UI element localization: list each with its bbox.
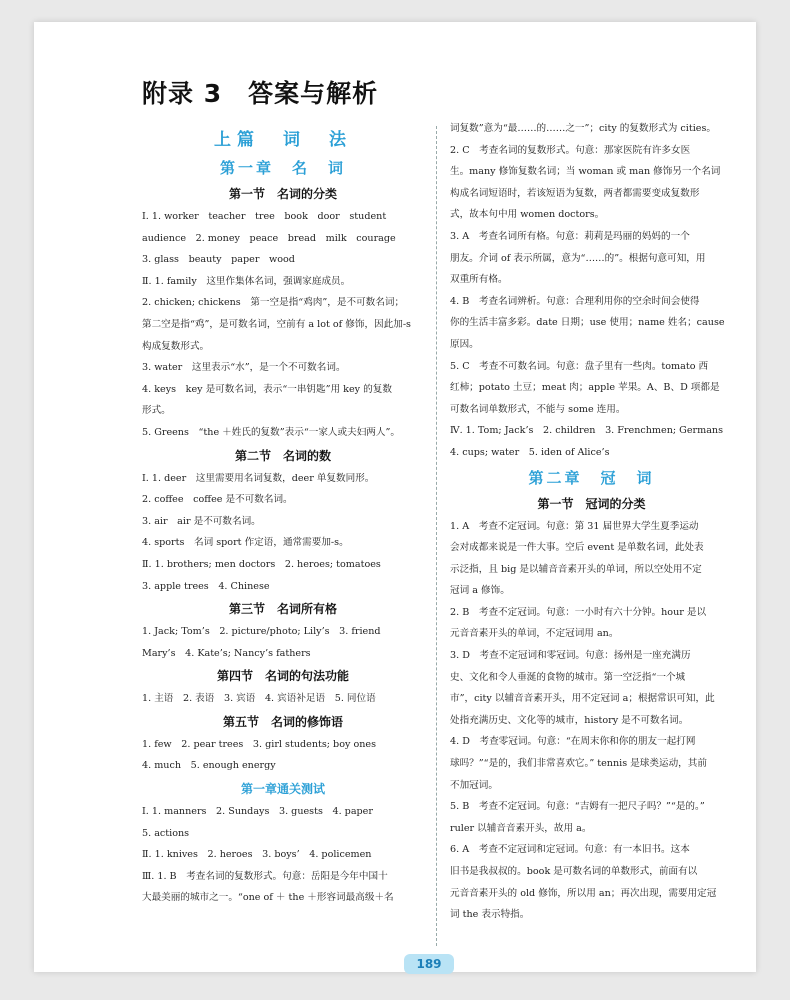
section2-title: 第二节 名词的数 bbox=[234, 448, 331, 463]
column-divider bbox=[436, 126, 437, 946]
chapter2-section1-answers bbox=[450, 516, 733, 926]
chapter2-title: 第二章 冠 词 bbox=[528, 468, 655, 487]
section5-answers bbox=[142, 734, 424, 777]
answer-line: 词复数”意为“最……的……之一”；city 的复数形式为 cities。 bbox=[450, 123, 716, 134]
section3-answers bbox=[142, 621, 424, 664]
section3-title: 第三节 名词所有格 bbox=[228, 602, 337, 617]
part-title: 上篇 词 法 bbox=[214, 130, 352, 150]
section2-answers bbox=[142, 468, 424, 598]
answer-line: 处指充满历史、文化等的城市，history 是不可数名词。 bbox=[450, 714, 689, 726]
answer-line: Ⅱ. 1. brothers; men doctors 2. heroes; tomatoes bbox=[142, 558, 381, 570]
answer-line: 5. B 考查不定冠词。句意：“吉姆有一把尺子吗？”“是的。” bbox=[450, 801, 705, 813]
continued-answers bbox=[450, 118, 733, 464]
chapter1-test-title: 第一章通关测试 bbox=[240, 782, 325, 797]
answer-line: 形式。 bbox=[142, 405, 171, 417]
answer-line: 市”，city 以辅音音素开头，用不定冠词 a；根据常识可知，此 bbox=[450, 693, 715, 705]
answer-line: 3. D 考查不定冠词和零冠词。句意：扬州是一座充满历 bbox=[450, 650, 691, 662]
answer-line: 朋友。介词 of 表示所属，意为“……的”。根据句意可知，用 bbox=[450, 252, 706, 264]
answer-line: 5. Greens “the ＋姓氏的复数”表示“一家人或夫妇两人”。 bbox=[142, 426, 400, 438]
answer-line: 会对成都来说是一件大事。空后 event 是单数名词，此处表 bbox=[450, 542, 704, 554]
answer-line: 2. coffee coffee 是不可数名词。 bbox=[142, 494, 293, 506]
section1-title: 第一节 名词的分类 bbox=[228, 187, 337, 201]
answer-line: 生。many 修饰复数名词；当 woman 或 man 修饰另一个名词 bbox=[450, 166, 721, 178]
chapter1-test-answers bbox=[142, 801, 424, 909]
answer-line: Ⅰ. 1. manners 2. Sundays 3. guests 4. paper bbox=[142, 806, 373, 818]
answer-line: ruler 以辅音音素开头，故用 a。 bbox=[450, 822, 592, 834]
section4-answers bbox=[142, 688, 424, 710]
answer-line: 大最美丽的城市之一。“one of ＋ the ＋形容词最高级＋名 bbox=[142, 892, 394, 904]
answer-line: 2. chicken; chickens 第一空是指“鸡肉”，是不可数名词； bbox=[142, 297, 405, 309]
answer-line: 不加冠词。 bbox=[450, 779, 498, 791]
answer-line: 球吗？”“是的，我们非常喜欢它。” tennis 是球类运动，其前 bbox=[450, 758, 707, 770]
answer-line: 冠词 a 修饰。 bbox=[450, 585, 510, 597]
answer-line: 2. C 考查名词的复数形式。句意：那家医院有许多女医 bbox=[450, 144, 691, 156]
answer-line: Ⅰ. 1. worker teacher tree book door student bbox=[142, 211, 387, 222]
answer-line: 你的生活丰富多彩。date 日期；use 使用；name 姓名；cause bbox=[450, 317, 725, 329]
answer-line: 第二空是指“鸡”，是可数名词，空前有 a lot of 修饰，因此加-s bbox=[142, 318, 411, 330]
section5-title: 第五节 名词的修饰语 bbox=[222, 714, 343, 729]
chapter1-title: 第一章 名 词 bbox=[219, 159, 346, 177]
answer-line: Ⅲ. 1. B 考查名词的复数形式。句意：岳阳是今年中国十 bbox=[142, 870, 388, 882]
answer-line: 元音音素开头的 old 修饰，所以用 an；再次出现，需要用定冠 bbox=[450, 887, 717, 899]
page-title: 附录 3 答案与解析 bbox=[142, 79, 379, 108]
answer-line: Ⅱ. 1. family 这里作集体名词，强调家庭成员。 bbox=[142, 275, 351, 287]
answer-line: 5. actions bbox=[142, 827, 190, 839]
answer-line: 3. A 考查名词所有格。句意：莉莉是玛丽的妈妈的一个 bbox=[450, 230, 690, 242]
answer-line: 4. B 考查名词辨析。句意：合理利用你的空余时间会使得 bbox=[450, 295, 700, 307]
answer-line: 史、文化和令人垂涎的食物的城市。第一空泛指“一个城 bbox=[450, 671, 686, 683]
answer-line: 4. cups; water 5. iden of Alice’s bbox=[450, 446, 610, 458]
answer-line: 1. Jack; Tom’s 2. picture/photo; Lily’s 3. friend bbox=[142, 626, 381, 638]
answer-line: Mary’s 4. Kate’s; Nancy’s fathers bbox=[142, 647, 311, 659]
answer-line: 3. air air 是不可数名词。 bbox=[142, 515, 261, 527]
right-column bbox=[450, 118, 733, 926]
answer-line: 3. glass beauty paper wood bbox=[142, 254, 295, 266]
answer-line: audience 2. money peace bread milk courage bbox=[142, 232, 396, 244]
answer-line: 4. sports 名词 sport 作定语，通常需要加-s。 bbox=[142, 537, 349, 549]
answer-line: 1. A 考查不定冠词。句意：第 31 届世界大学生夏季运动 bbox=[450, 520, 699, 532]
answer-line: 4. much 5. enough energy bbox=[142, 760, 276, 772]
left-column bbox=[142, 128, 424, 909]
answer-line: 红柿；potato 土豆；meat 肉；apple 苹果。A、B、D 项都是 bbox=[450, 382, 720, 394]
answer-line: Ⅱ. 1. knives 2. heroes 3. boys’ 4. policemen bbox=[142, 849, 372, 861]
answer-line: 元音音素开头的单词，不定冠词用 an。 bbox=[450, 628, 619, 640]
answer-line: 3. apple trees 4. Chinese bbox=[142, 580, 270, 592]
section1-answers bbox=[142, 206, 424, 444]
answer-line: 双重所有格。 bbox=[450, 274, 508, 286]
answer-line: Ⅳ. 1. Tom; Jack’s 2. children 3. Frenchmen; Germans bbox=[450, 425, 724, 437]
answer-line: 4. D 考查零冠词。句意：“在周末你和你的朋友一起打网 bbox=[450, 736, 696, 748]
answer-line: 词 the 表示特指。 bbox=[450, 909, 530, 921]
answer-line: 示泛指，且 big 是以辅音音素开头的单词，所以空处用不定 bbox=[450, 563, 702, 575]
answer-line: 2. B 考查不定冠词。句意：一小时有六十分钟。hour 是以 bbox=[450, 606, 707, 618]
answer-line: Ⅰ. 1. deer 这里需要用名词复数，deer 单复数同形。 bbox=[142, 472, 375, 484]
answer-line: 式，故本句中用 women doctors。 bbox=[450, 209, 605, 221]
answer-line: 可数名词单数形式，不能与 some 连用。 bbox=[450, 403, 626, 415]
answer-line: 构成名词短语时，若该短语为复数，两者都需要变成复数形 bbox=[450, 187, 700, 199]
section4-title: 第四节 名词的句法功能 bbox=[216, 669, 349, 684]
answer-line: 5. C 考查不可数名词。句意：盘子里有一些肉。tomato 西 bbox=[450, 360, 709, 372]
answer-line: 旧书是我叔叔的。book 是可数名词的单数形式，前面有以 bbox=[450, 866, 698, 877]
answer-line: 3. water 这里表示“水”，是一个不可数名词。 bbox=[142, 362, 346, 374]
answer-line: 1. 主语 2. 表语 3. 宾语 4. 宾语补足语 5. 同位语 bbox=[142, 693, 376, 705]
answer-line: 原因。 bbox=[450, 338, 479, 350]
answer-line: 6. A 考查不定冠词和定冠词。句意：有一本旧书。这本 bbox=[450, 844, 690, 856]
answer-line: 4. keys key 是可数名词，表示“一串钥匙”用 key 的复数 bbox=[142, 383, 392, 395]
chapter2-section1-title: 第一节 冠词的分类 bbox=[537, 496, 646, 511]
answer-line: 构成复数形式。 bbox=[142, 340, 210, 352]
answer-line: 1. few 2. pear trees 3. girl students; boy ones bbox=[142, 738, 377, 750]
answer-page bbox=[34, 22, 756, 972]
page-number: 189 bbox=[404, 954, 454, 974]
